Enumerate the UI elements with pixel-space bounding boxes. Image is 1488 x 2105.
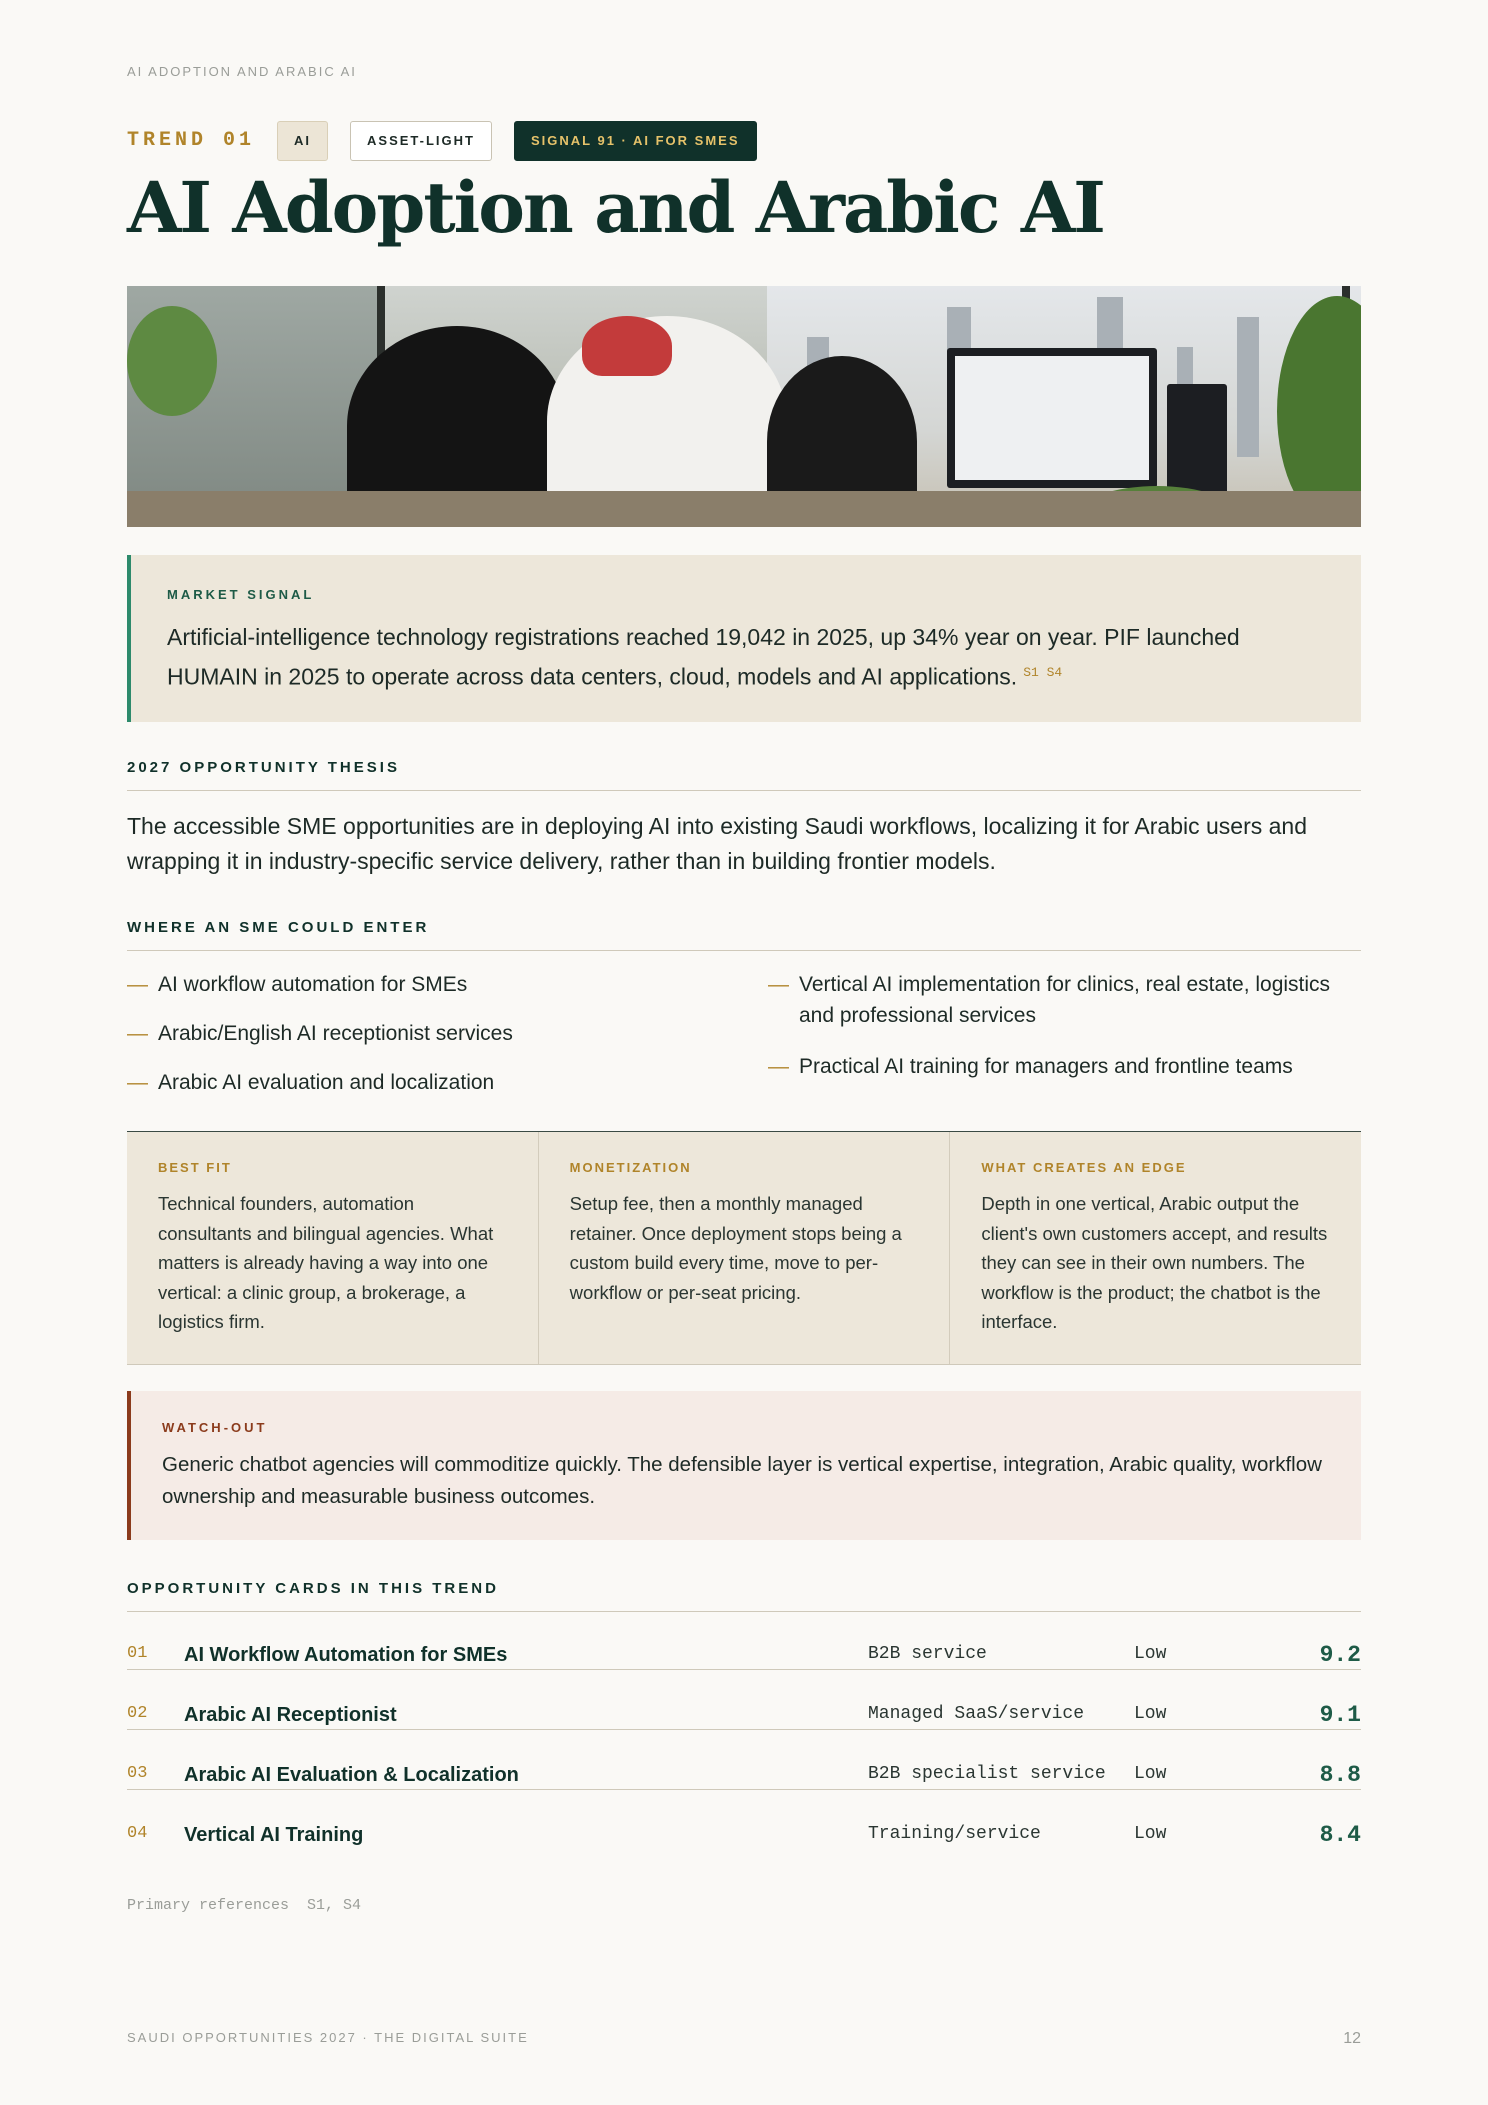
dash-bullet: — <box>768 1055 789 1078</box>
card-name: AI Workflow Automation for SMEs <box>184 1644 508 1666</box>
watch-out-text: Generic chatbot agencies will commoditize quickly. The defensible layer is vertical expertise, integration, Arabic quality, workflow ownership and measurable business outcomes. <box>162 1453 1322 1508</box>
list-item <box>127 1067 727 1098</box>
card-score: 8.4 <box>1319 1822 1361 1848</box>
card-barrier: Low <box>1134 1644 1167 1664</box>
card-model: B2B specialist service <box>868 1764 1106 1784</box>
panel-best-fit <box>127 1132 538 1364</box>
entry-item-label: Practical AI training for managers and frontline teams <box>799 1055 1293 1078</box>
dash-bullet: — <box>127 1071 148 1094</box>
panel-kicker: BEST FIT <box>158 1160 232 1175</box>
references-label: Primary references <box>127 1897 290 1914</box>
card-number: 03 <box>127 1764 148 1783</box>
tag-ai: AI <box>277 121 328 161</box>
trend-row <box>127 120 779 161</box>
running-head: AI ADOPTION AND ARABIC AI <box>127 64 357 79</box>
card-barrier: Low <box>1134 1704 1167 1724</box>
entry-item-label: AI workflow automation for SMEs <box>158 973 468 996</box>
opportunity-cards <box>127 1610 1361 1850</box>
cards-heading: OPPORTUNITY CARDS IN THIS TREND <box>127 1580 1361 1612</box>
entry-item-label: Arabic AI evaluation and localization <box>158 1071 495 1094</box>
card-name: Vertical AI Training <box>184 1824 364 1846</box>
market-signal-box <box>127 555 1361 722</box>
card-model: Training/service <box>868 1824 1041 1844</box>
panel-monetization <box>538 1132 950 1364</box>
thesis-text: The accessible SME opportunities are in deploying AI into existing Saudi workflows, localizing it for Arabic users and wrapping it in industry-specific service delivery, rather than in building frontier models. <box>127 813 1307 874</box>
entry-item-label: Arabic/English AI receptionist services <box>158 1022 513 1045</box>
dash-bullet: — <box>768 973 789 996</box>
panel-kicker: WHAT CREATES AN EDGE <box>981 1160 1187 1175</box>
card-name: Arabic AI Receptionist <box>184 1704 397 1726</box>
card-model: Managed SaaS/service <box>868 1704 1085 1724</box>
card-score: 8.8 <box>1319 1762 1361 1788</box>
tag-signal: SIGNAL 91 · AI FOR SMES <box>514 121 757 161</box>
entry-list-right <box>768 969 1361 1082</box>
list-item <box>768 1051 1361 1082</box>
market-signal-refs: S1 S4 <box>1023 665 1063 680</box>
entry-item-label: Vertical AI implementation for clinics, real estate, logistics and professional services <box>799 973 1331 1027</box>
entry-heading: WHERE AN SME COULD ENTER <box>127 919 1361 951</box>
tag-asset-light: ASSET-LIGHT <box>350 121 492 161</box>
watch-out-box <box>127 1391 1361 1540</box>
table-row[interactable] <box>127 1790 1361 1850</box>
list-item <box>768 969 1361 1031</box>
card-barrier: Low <box>1134 1764 1167 1784</box>
dash-bullet: — <box>127 1022 148 1045</box>
thesis-heading: 2027 OPPORTUNITY THESIS <box>127 759 1361 791</box>
hero-image <box>127 286 1361 527</box>
watch-out-kicker: WATCH-OUT <box>162 1420 268 1435</box>
market-signal-body: Artificial-intelligence technology registrations reached 19,042 in 2025, up 34% year on year. PIF launched HUMAIN in 2025 to operate across data centers, cloud, models and AI applications. <box>167 624 1240 690</box>
page-number: 12 <box>1343 2030 1361 2047</box>
info-panels <box>127 1131 1361 1365</box>
dash-bullet: — <box>127 973 148 996</box>
table-row[interactable] <box>127 1610 1361 1670</box>
references-values: S1, S4 <box>307 1897 362 1914</box>
panel-kicker: MONETIZATION <box>569 1160 692 1175</box>
panel-text: Technical founders, automation consultants and bilingual agencies. What matters is already having a way into one vertical: a clinic group, a brokerage, a logistics firm. <box>158 1193 494 1332</box>
panel-text: Depth in one vertical, Arabic output the client's own customers accept, and results they can see in their own numbers. The workflow is the product; the chatbot is the interface. <box>981 1193 1328 1332</box>
trend-label: TREND 01 <box>127 129 256 152</box>
footer-title: SAUDI OPPORTUNITIES 2027 · THE DIGITAL SUITE <box>127 2030 529 2045</box>
list-item <box>127 969 727 1000</box>
entry-list-left <box>127 969 727 1098</box>
market-signal-kicker: MARKET SIGNAL <box>167 587 315 602</box>
card-model: B2B service <box>868 1644 987 1664</box>
card-score: 9.2 <box>1319 1642 1361 1668</box>
table-row[interactable] <box>127 1730 1361 1790</box>
card-number: 04 <box>127 1824 148 1843</box>
card-name: Arabic AI Evaluation & Localization <box>184 1764 519 1786</box>
market-signal-text <box>167 619 1297 695</box>
card-number: 02 <box>127 1704 148 1723</box>
primary-references <box>127 1897 361 1914</box>
panel-edge <box>949 1132 1361 1364</box>
card-score: 9.1 <box>1319 1702 1361 1728</box>
panel-text: Setup fee, then a monthly managed retainer. Once deployment stops being a custom build every time, move to per-workflow or per-seat pricing. <box>569 1193 902 1303</box>
card-barrier: Low <box>1134 1824 1167 1844</box>
table-row[interactable] <box>127 1670 1361 1730</box>
card-number: 01 <box>127 1644 148 1663</box>
page-title: AI Adoption and Arabic AI <box>127 166 1104 249</box>
list-item <box>127 1018 727 1049</box>
